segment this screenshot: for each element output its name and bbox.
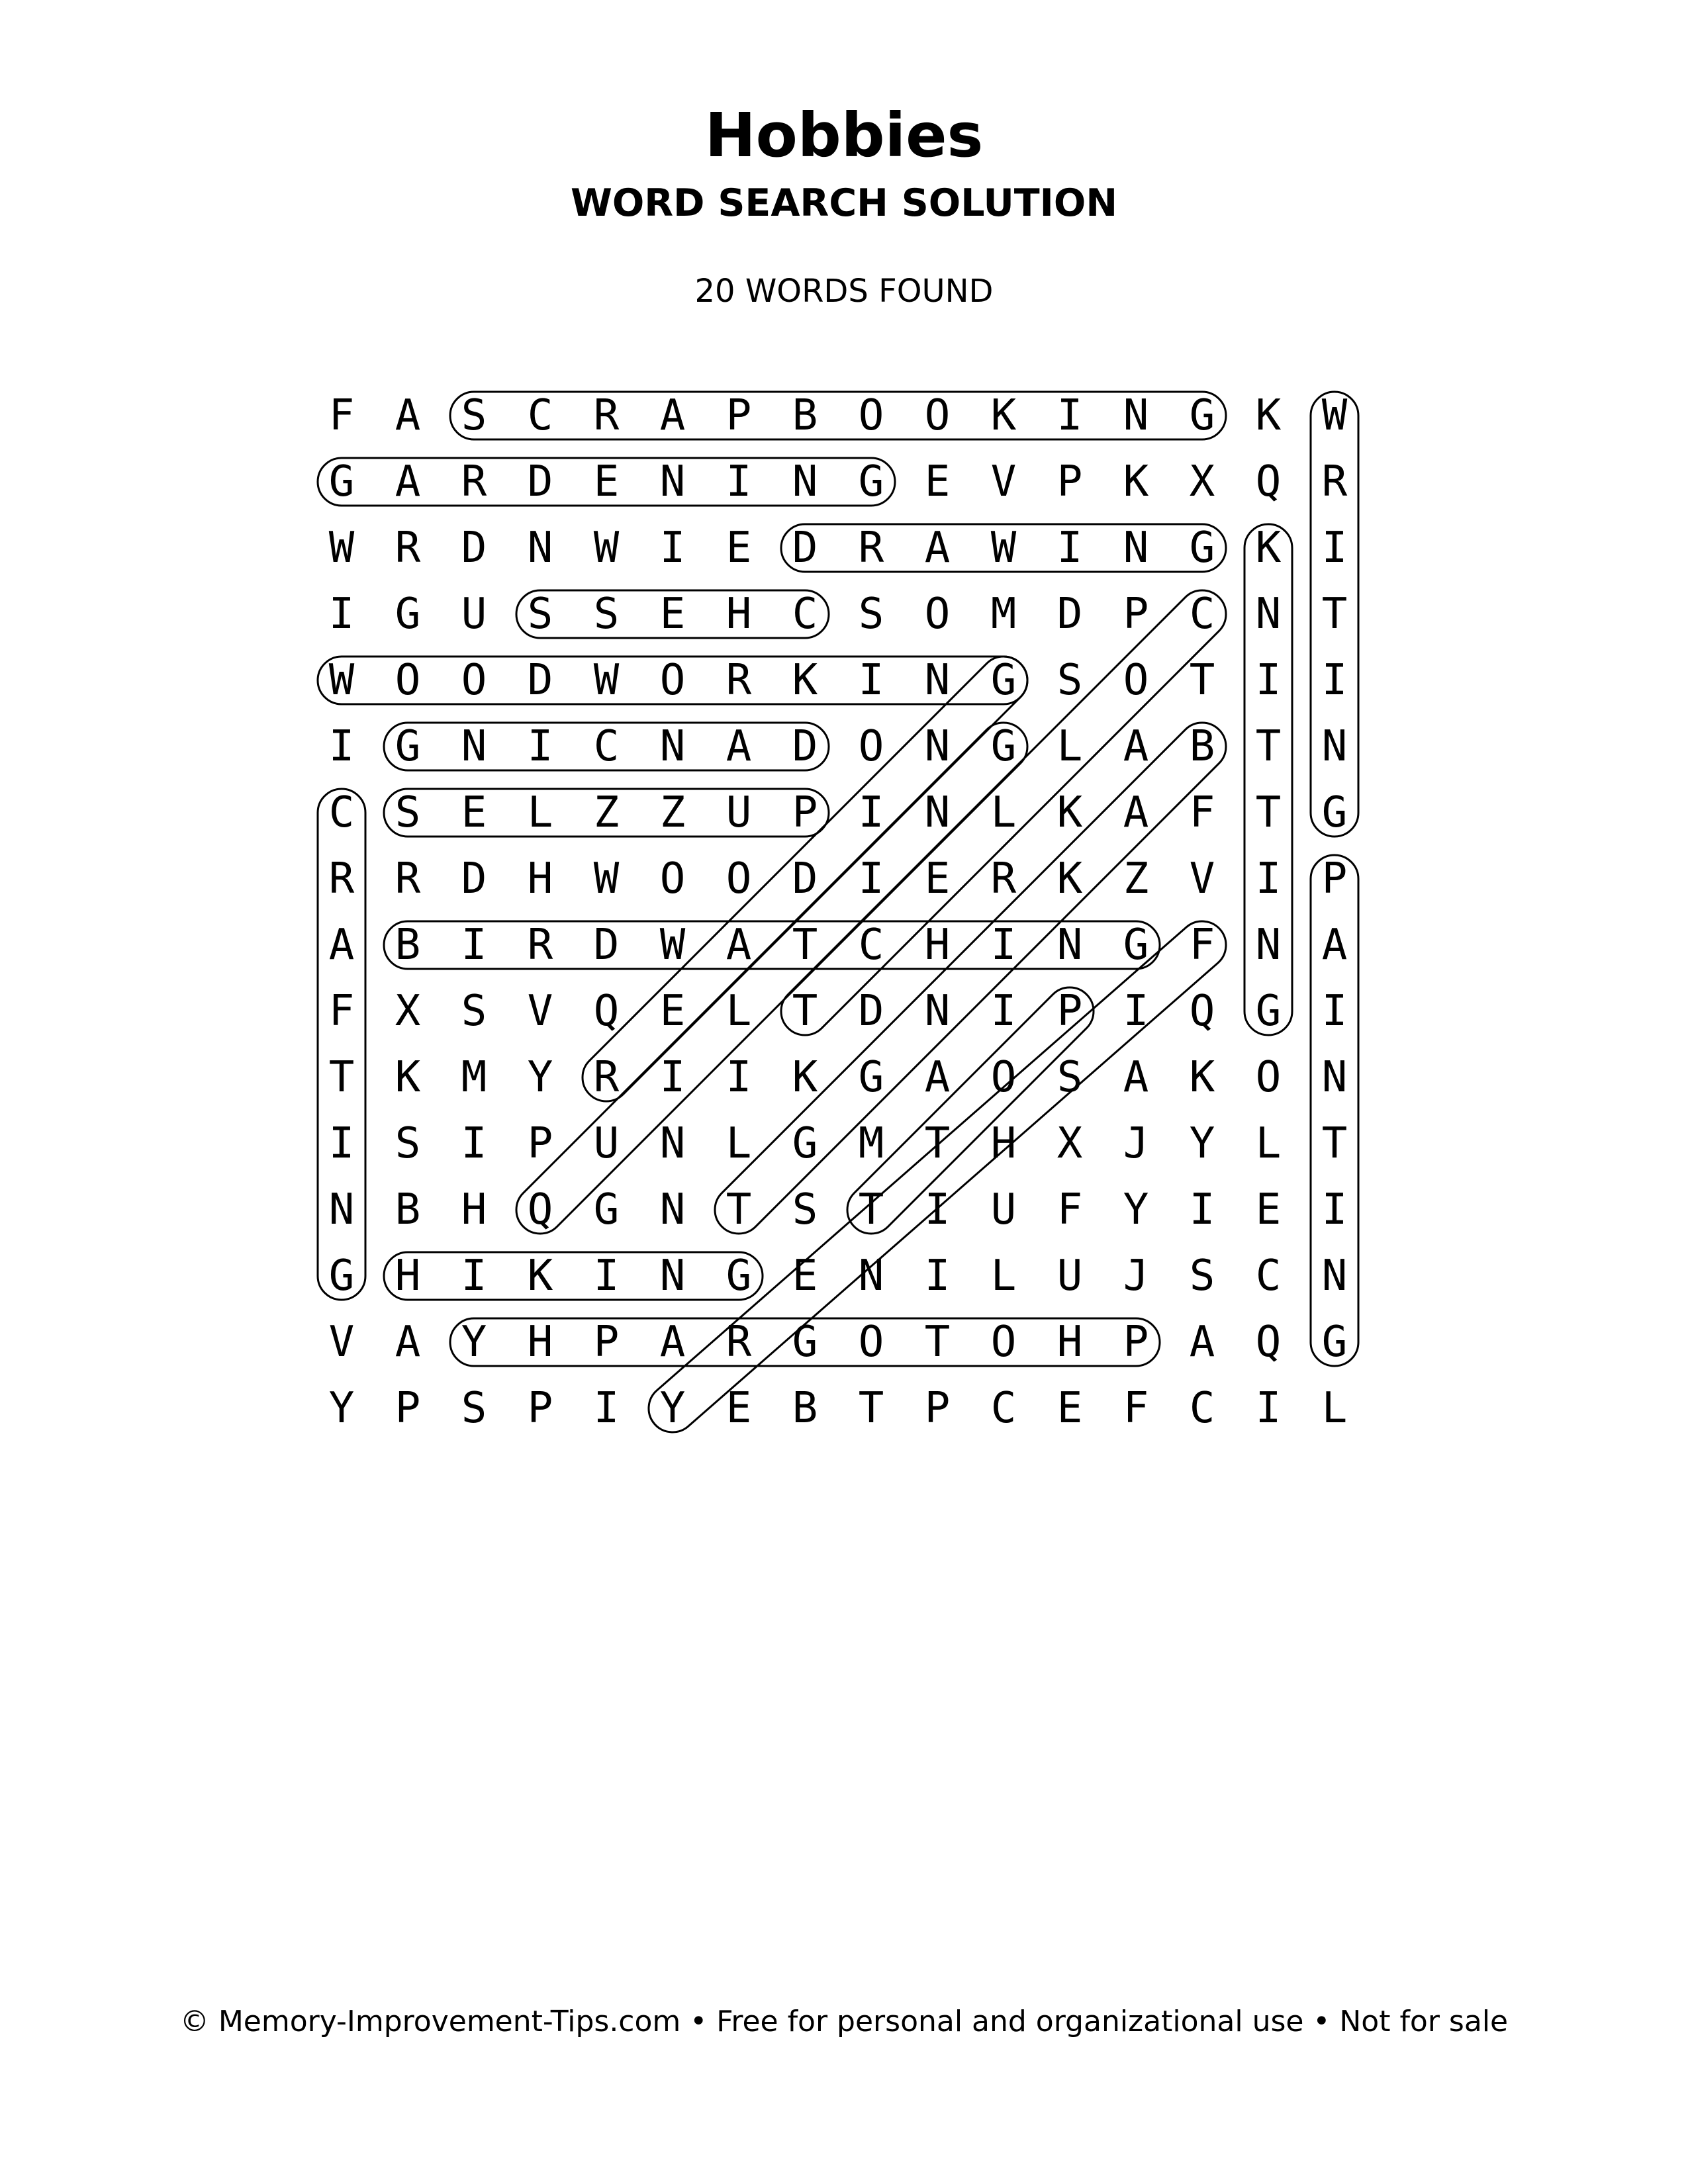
grid-letter: N — [792, 457, 818, 506]
grid-letter: I — [1255, 854, 1282, 903]
grid-letter: I — [1321, 656, 1348, 705]
grid-letter: H — [990, 1119, 1017, 1168]
grid-letter: T — [792, 987, 818, 1036]
grid-letter: R — [461, 457, 487, 506]
grid-letter: K — [792, 656, 818, 705]
grid-letter: G — [1189, 523, 1215, 572]
grid-letter: A — [726, 921, 752, 970]
grid-letter: A — [395, 1318, 421, 1367]
grid-letter: P — [395, 1384, 421, 1433]
grid-letter: O — [924, 590, 951, 639]
grid-letter: G — [395, 590, 421, 639]
grid-letter: B — [1189, 722, 1215, 771]
grid-letter: A — [328, 921, 355, 970]
grid-letter: T — [924, 1318, 951, 1367]
grid-letter: F — [1123, 1384, 1149, 1433]
grid-letter: G — [1189, 391, 1215, 440]
grid-letter: G — [990, 656, 1017, 705]
grid-letter: N — [1123, 391, 1149, 440]
grid-letter: G — [726, 1251, 752, 1300]
grid-letter: T — [1321, 590, 1348, 639]
grid-letter: G — [792, 1318, 818, 1367]
grid-letter: D — [593, 921, 620, 970]
grid-letter: N — [924, 656, 951, 705]
grid-letter: H — [461, 1185, 487, 1234]
grid-letter: G — [395, 722, 421, 771]
grid-letter: N — [659, 722, 686, 771]
grid-letter: A — [1123, 1053, 1149, 1102]
grid-letter: H — [1056, 1318, 1083, 1367]
grid-letter: B — [792, 1384, 818, 1433]
grid-letter: R — [527, 921, 553, 970]
grid-letter: E — [1056, 1384, 1083, 1433]
grid-letter: N — [1123, 523, 1149, 572]
grid-letter: A — [924, 1053, 951, 1102]
grid-letter: I — [659, 1053, 686, 1102]
grid-letter: Y — [461, 1318, 487, 1367]
grid-letter: T — [924, 1119, 951, 1168]
grid-letter: O — [659, 854, 686, 903]
grid-letter: N — [659, 1185, 686, 1234]
grid-letter: O — [858, 722, 884, 771]
grid-letter: O — [395, 656, 421, 705]
grid-letter: L — [527, 788, 553, 837]
grid-letter: C — [792, 590, 818, 639]
grid-letter: N — [659, 1119, 686, 1168]
grid-letter: K — [1189, 1053, 1215, 1102]
grid-letter: W — [593, 523, 620, 572]
grid-letter: I — [328, 590, 355, 639]
grid-letter: R — [593, 1053, 620, 1102]
grid-letter: P — [527, 1119, 553, 1168]
grid-letter: I — [726, 1053, 752, 1102]
grid-letter: E — [924, 854, 951, 903]
grid-letter: M — [990, 590, 1017, 639]
grid-letter: X — [1056, 1119, 1083, 1168]
found-word-loop — [705, 713, 1236, 1244]
grid-letter: G — [990, 722, 1017, 771]
grid-letter: O — [990, 1053, 1017, 1102]
grid-letter: E — [1255, 1185, 1282, 1234]
grid-letter: U — [726, 788, 752, 837]
grid-letter: K — [1056, 788, 1083, 837]
grid-letter: N — [1321, 1053, 1348, 1102]
grid-letter: S — [461, 1384, 487, 1433]
grid-letter: S — [858, 590, 884, 639]
grid-letter: K — [1056, 854, 1083, 903]
grid-letter: L — [726, 987, 752, 1036]
grid-letter: C — [593, 722, 620, 771]
grid-letter: G — [328, 1251, 355, 1300]
grid-letter: N — [659, 457, 686, 506]
grid-letter: C — [527, 391, 553, 440]
grid-letter: G — [858, 1053, 884, 1102]
found-word-loop — [506, 713, 1037, 1244]
grid-letter: I — [328, 1119, 355, 1168]
grid-letter: V — [527, 987, 553, 1036]
grid-letter: G — [1321, 788, 1348, 837]
grid-letter: X — [1189, 457, 1215, 506]
grid-letter: G — [1255, 987, 1282, 1036]
grid-letter: C — [1189, 1384, 1215, 1433]
grid-letter: K — [1255, 523, 1282, 572]
grid-letter: P — [1321, 854, 1348, 903]
grid-letter: I — [1056, 523, 1083, 572]
grid-letter: A — [1123, 722, 1149, 771]
grid-letter: E — [461, 788, 487, 837]
grid-letter: O — [1255, 1053, 1282, 1102]
grid-letter: T — [1189, 656, 1215, 705]
grid-letter: I — [1189, 1185, 1215, 1234]
grid-letter: I — [1255, 1384, 1282, 1433]
grid-letter: I — [461, 1119, 487, 1168]
grid-letter: R — [990, 854, 1017, 903]
grid-letter: S — [792, 1185, 818, 1234]
grid-letter: F — [1189, 788, 1215, 837]
grid-letter: O — [461, 656, 487, 705]
grid-letter: A — [1123, 788, 1149, 837]
grid-letter: W — [659, 921, 686, 970]
grid-letter: A — [395, 391, 421, 440]
grid-letter: E — [659, 590, 686, 639]
page-title: Hobbies — [704, 100, 984, 171]
grid-letter: I — [726, 457, 752, 506]
grid-letter: N — [924, 987, 951, 1036]
grid-letter: G — [1123, 921, 1149, 970]
footer-copyright: © Memory-Improvement-Tips.com • Free for personal and organizational use • Not for sale — [179, 2005, 1509, 2038]
grid-letter: D — [858, 987, 884, 1036]
grid-letter: A — [395, 457, 421, 506]
grid-letter: G — [858, 457, 884, 506]
grid-letter: T — [1321, 1119, 1348, 1168]
grid-letter: I — [461, 1251, 487, 1300]
grid-letter: S — [395, 1119, 421, 1168]
grid-letter: N — [659, 1251, 686, 1300]
grid-letter: V — [328, 1318, 355, 1367]
grid-letter: I — [593, 1251, 620, 1300]
grid-letter: Q — [527, 1185, 553, 1234]
grid-letter: K — [395, 1053, 421, 1102]
grid-letter: M — [858, 1119, 884, 1168]
grid-letter: O — [990, 1318, 1017, 1367]
grid-letter: Y — [1123, 1185, 1149, 1234]
found-word-loop — [384, 1252, 763, 1300]
grid-letter: N — [461, 722, 487, 771]
grid-letter: Z — [1123, 854, 1149, 903]
grid-letter: L — [726, 1119, 752, 1168]
grid-letters — [329, 391, 1348, 1433]
grid-letter: E — [593, 457, 620, 506]
grid-letter: O — [1123, 656, 1149, 705]
grid-letter: R — [858, 523, 884, 572]
grid-letter: G — [593, 1185, 620, 1234]
grid-letter: S — [527, 590, 553, 639]
grid-letter: D — [527, 656, 553, 705]
grid-letter: H — [395, 1251, 421, 1300]
grid-letter: O — [858, 391, 884, 440]
grid-letter: H — [924, 921, 951, 970]
grid-letter: N — [1255, 590, 1282, 639]
grid-letter: O — [659, 656, 686, 705]
grid-letter: O — [726, 854, 752, 903]
grid-letter: N — [858, 1251, 884, 1300]
grid-letter: I — [1056, 391, 1083, 440]
grid-letter: H — [726, 590, 752, 639]
grid-letter: S — [593, 590, 620, 639]
grid-letter: H — [527, 854, 553, 903]
grid-letter: Q — [593, 987, 620, 1036]
grid-letter: G — [1321, 1318, 1348, 1367]
grid-letter: N — [924, 722, 951, 771]
grid-letter: I — [990, 921, 1017, 970]
grid-letter: D — [461, 854, 487, 903]
grid-letter: W — [328, 656, 355, 705]
grid-letter: R — [726, 656, 752, 705]
grid-letter: I — [924, 1251, 951, 1300]
grid-letter: I — [1321, 1185, 1348, 1234]
grid-letter: N — [924, 788, 951, 837]
grid-letter: I — [1255, 656, 1282, 705]
grid-letter: G — [328, 457, 355, 506]
grid-letter: U — [1056, 1251, 1083, 1300]
grid-letter: F — [328, 987, 355, 1036]
grid-letter: V — [990, 457, 1017, 506]
grid-letter: W — [990, 523, 1017, 572]
grid-letter: T — [1255, 722, 1282, 771]
grid-letter: S — [1056, 1053, 1083, 1102]
grid-letter: J — [1123, 1251, 1149, 1300]
grid-letter: E — [726, 523, 752, 572]
grid-letter: W — [328, 523, 355, 572]
grid-letter: I — [924, 1185, 951, 1234]
grid-letter: L — [1056, 722, 1083, 771]
grid-letter: T — [792, 921, 818, 970]
grid-letter: R — [726, 1318, 752, 1367]
grid-letter: O — [924, 391, 951, 440]
grid-letter: C — [328, 788, 355, 837]
grid-letter: B — [792, 391, 818, 440]
grid-letter: D — [527, 457, 553, 506]
grid-letter: E — [659, 987, 686, 1036]
grid-letter: Y — [1189, 1119, 1215, 1168]
grid-letter: D — [461, 523, 487, 572]
grid-letter: D — [792, 854, 818, 903]
grid-letter: J — [1123, 1119, 1149, 1168]
grid-letter: Q — [1255, 457, 1282, 506]
grid-letter: N — [527, 523, 553, 572]
grid-letter: W — [1321, 391, 1348, 440]
grid-letter: F — [328, 391, 355, 440]
grid-letter: I — [593, 1384, 620, 1433]
grid-letter: P — [726, 391, 752, 440]
grid-letter: I — [527, 722, 553, 771]
grid-letter: Q — [1255, 1318, 1282, 1367]
grid-letter: S — [395, 788, 421, 837]
grid-letter: P — [1056, 987, 1083, 1036]
grid-letter: I — [328, 722, 355, 771]
grid-letter: L — [1321, 1384, 1348, 1433]
grid-letter: E — [924, 457, 951, 506]
grid-letter: R — [395, 523, 421, 572]
grid-letter: E — [792, 1251, 818, 1300]
grid-letter: C — [858, 921, 884, 970]
grid-letter: Q — [1189, 987, 1215, 1036]
grid-letter: A — [659, 391, 686, 440]
grid-letter: C — [1189, 590, 1215, 639]
grid-letter: D — [792, 523, 818, 572]
grid-letter: U — [990, 1185, 1017, 1234]
grid-letter: T — [858, 1384, 884, 1433]
grid-letter: L — [1255, 1119, 1282, 1168]
grid-letter: U — [461, 590, 487, 639]
grid-letter: T — [1255, 788, 1282, 837]
grid-letter: U — [593, 1119, 620, 1168]
grid-letter: W — [593, 656, 620, 705]
grid-letter: O — [858, 1318, 884, 1367]
grid-letter: I — [1321, 523, 1348, 572]
grid-letter: L — [990, 1251, 1017, 1300]
grid-letter: P — [1056, 457, 1083, 506]
grid-letter: I — [1123, 987, 1149, 1036]
grid-letter: S — [461, 987, 487, 1036]
grid-letter: D — [792, 722, 818, 771]
grid-letter: K — [527, 1251, 553, 1300]
grid-letter: B — [395, 921, 421, 970]
grid-letter: P — [593, 1318, 620, 1367]
grid-letter: P — [1123, 1318, 1149, 1367]
grid-letter: T — [328, 1053, 355, 1102]
grid-letter: P — [792, 788, 818, 837]
grid-letter: K — [990, 391, 1017, 440]
grid-letter: I — [1321, 987, 1348, 1036]
grid-letter: M — [461, 1053, 487, 1102]
grid-letter: T — [858, 1185, 884, 1234]
grid-letter: S — [1056, 656, 1083, 705]
grid-letter: G — [792, 1119, 818, 1168]
grid-letter: N — [1056, 921, 1083, 970]
word-count-label: 20 WORDS FOUND — [694, 273, 994, 310]
grid-letter: I — [858, 656, 884, 705]
grid-letter: X — [395, 987, 421, 1036]
grid-letter: A — [1321, 921, 1348, 970]
grid-letter: E — [726, 1384, 752, 1433]
grid-letter: P — [1123, 590, 1149, 639]
grid-letter: R — [328, 854, 355, 903]
grid-letter: N — [1321, 1251, 1348, 1300]
grid-letter: A — [726, 722, 752, 771]
grid-letter: R — [593, 391, 620, 440]
grid-letter: V — [1189, 854, 1215, 903]
grid-letter: N — [328, 1185, 355, 1234]
grid-letter: D — [1056, 590, 1083, 639]
grid-letter: A — [1189, 1318, 1215, 1367]
grid-letter: Y — [527, 1053, 553, 1102]
page-subtitle: WORD SEARCH SOLUTION — [570, 181, 1118, 225]
grid-letter: C — [990, 1384, 1017, 1433]
grid-letter: S — [1189, 1251, 1215, 1300]
grid-letter: P — [527, 1384, 553, 1433]
grid-letter: S — [461, 391, 487, 440]
grid-letter: N — [1321, 722, 1348, 771]
grid-letter: Z — [593, 788, 620, 837]
grid-letter: K — [1123, 457, 1149, 506]
grid-letter: I — [858, 854, 884, 903]
grid-letter: Y — [328, 1384, 355, 1433]
grid-letter: A — [659, 1318, 686, 1367]
grid-letter: B — [395, 1185, 421, 1234]
grid-letter: R — [1321, 457, 1348, 506]
grid-letter: R — [395, 854, 421, 903]
grid-letter: P — [924, 1384, 951, 1433]
grid-letter: F — [1189, 921, 1215, 970]
grid-letter: I — [990, 987, 1017, 1036]
grid-letter: Y — [659, 1384, 686, 1433]
grid-letter: I — [659, 523, 686, 572]
grid-letter: F — [1056, 1185, 1083, 1234]
grid-letter: I — [858, 788, 884, 837]
grid-letter: Z — [659, 788, 686, 837]
grid-letter: K — [792, 1053, 818, 1102]
grid-letter: W — [593, 854, 620, 903]
grid-letter: N — [1255, 921, 1282, 970]
grid-letter: A — [924, 523, 951, 572]
grid-letter: H — [527, 1318, 553, 1367]
grid-letter: T — [726, 1185, 752, 1234]
grid-letter: K — [1255, 391, 1282, 440]
grid-letter: L — [990, 788, 1017, 837]
grid-letter: I — [461, 921, 487, 970]
grid-letter: C — [1255, 1251, 1282, 1300]
found-word-loop — [450, 392, 1226, 439]
